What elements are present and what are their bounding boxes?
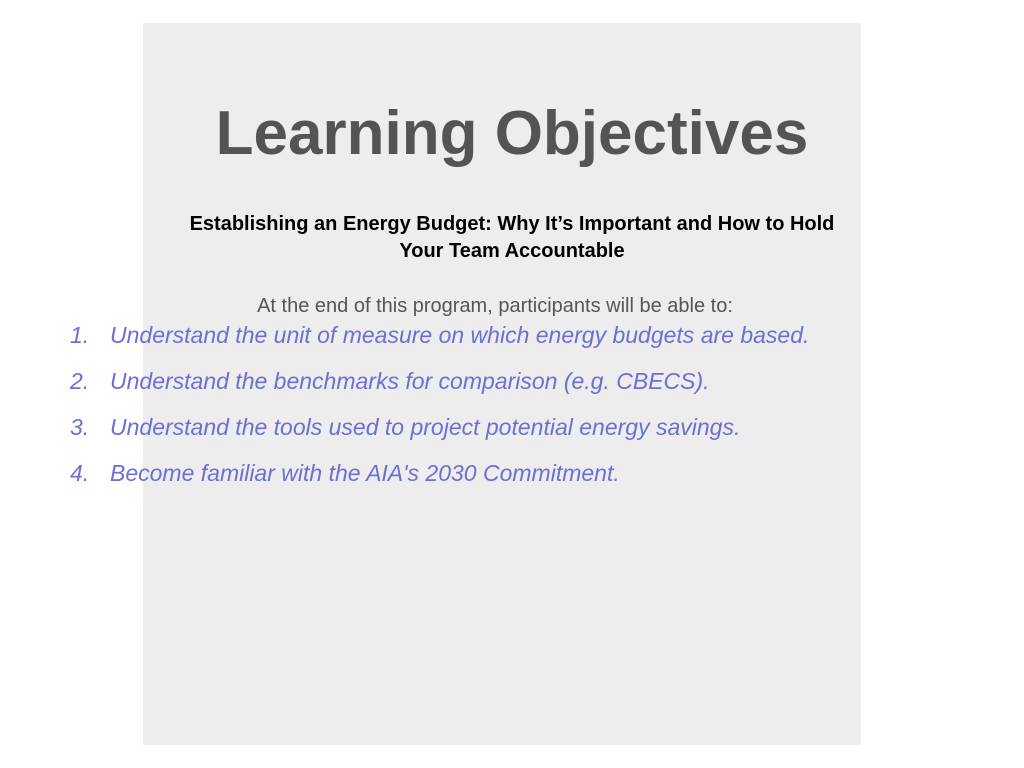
- subtitle-line-1: Establishing an Energy Budget: Why It’s Important and How to Hold: [189, 213, 835, 235]
- objective-number: 3.: [70, 414, 90, 440]
- slide-title: Learning Objectives: [215, 99, 809, 168]
- slide-subtitle: [112, 211, 912, 265]
- objectives-list: [70, 319, 1010, 503]
- objective-number: 4.: [70, 460, 90, 486]
- objective-item: [70, 457, 1010, 503]
- objective-text: Understand the tools used to project potential energy savings.: [110, 414, 741, 440]
- subtitle-line-2: Your Team Accountable: [399, 240, 625, 262]
- objective-item: [70, 411, 1010, 457]
- objective-item: [70, 365, 1010, 411]
- objective-text: Understand the unit of measure on which energy budgets are based.: [110, 322, 810, 348]
- objective-text: Understand the benchmarks for comparison (e.g. CBECS).: [110, 368, 710, 394]
- objective-text: Become familiar with the AIA's 2030 Commitment.: [110, 460, 620, 486]
- intro-text: At the end of this program, participants will be able to:: [257, 295, 733, 317]
- objective-number: 1.: [70, 322, 90, 348]
- objective-item: [70, 319, 1010, 365]
- objective-number: 2.: [70, 368, 90, 394]
